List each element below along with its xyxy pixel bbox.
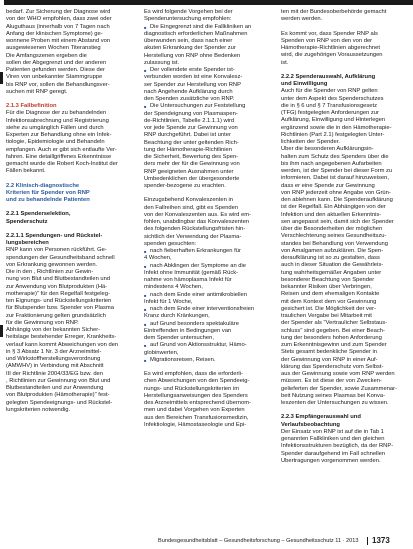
body-text-line: Spender daraufgehend im Fall schnellen: [281, 450, 386, 457]
body-text-line: Blutbestandteilen und zur Anwendung: [6, 385, 104, 391]
bullet-icon: ■: [144, 263, 147, 269]
body-text-line: Übertragungen vorgenommen werden.: [281, 457, 381, 464]
body-text-line: ist.: [281, 59, 289, 66]
body-text-line: bekannter Risiken über Verbringen,: [281, 284, 372, 290]
journal-footer: Bundesgesundheitsblatt – Gesundheitsforschung – Gesundheitsschutz 11 · 2013: [158, 538, 359, 544]
section-heading: 2.2.1 Spenderselektion,: [6, 211, 71, 218]
body-text-line: tung wahrheitsgemäßer Angaben unter: [281, 269, 382, 276]
body-text-line: Stets gesamt bedenkliche Spender in: [281, 349, 378, 356]
body-text-line: RNP geeigneten Ausnahmen unter: [144, 168, 234, 175]
body-text-line: für Blutspender bzw. Spender von Plasma: [6, 305, 114, 312]
body-text-line: zulassung ist.: [144, 59, 180, 66]
body-text-line: zum Erkenntnisgewinn und zum Spender: [281, 342, 387, 348]
body-text-line: den Fallreihen sind, gibt es Spenden: [144, 204, 239, 211]
body-text-line: überwunden sein, dass nach einer: [144, 38, 233, 44]
bullet-text: Der vollendete erste Spender ist-: [150, 67, 235, 73]
body-text-line: Infektionsstrukturen bezüglich, da der RNP-: [281, 443, 394, 450]
page-footer: [158, 536, 408, 546]
body-text-line: auch in dieser Situation die Gewährleis-: [281, 262, 384, 269]
section-heading: 2.1.3 Fallbefinition: [6, 103, 57, 109]
body-text-line: aus den Bereichen Transfusionsmedizin,: [144, 414, 249, 421]
bullet-item: [144, 67, 272, 74]
bullet-text: Die Untersuchungen zur Feststellung: [150, 103, 246, 110]
body-text-line: Infektionsabrechnung und Registrierung: [6, 117, 109, 124]
bullet-icon: ■: [144, 357, 147, 363]
body-text-line: Aluguthaus (innerhalb von 7 Tagen nach: [6, 23, 110, 30]
body-text-line: wonnene Proben mit einem Abstand von: [6, 38, 111, 44]
body-text-line: schluss" sind gegeben. Bei einer Beach-: [281, 327, 385, 334]
body-text-line: Verschlechterung seines Gesundheitszu-: [281, 233, 387, 240]
body-text-line: Die Amfangszenen ergeben die: [6, 52, 87, 59]
body-text-line: sichtlich der Verwendung der Plasma-: [144, 233, 242, 240]
bullet-icon: ■: [144, 68, 147, 73]
body-text-line: zur Anwendung von Blutprodukten (Hä-: [6, 283, 108, 290]
section-heading: 2.2.1.1 Spendungen- und Rückstel-: [6, 232, 103, 239]
bullet-item: [144, 292, 272, 299]
body-text-line: Eintreffenden in Bedingungen van: [144, 327, 232, 334]
section-heading: Kriterien für Spender von RNP: [6, 189, 90, 196]
section-heading: Spenderschutz: [6, 218, 48, 225]
body-text-line: lichkeiten der Spender.: [281, 139, 340, 145]
body-text-line: der Spender als "Vertraulicher Selbstaus-: [281, 320, 388, 327]
body-text-line: Experten zur Behandlung ohne ein Infek-: [6, 132, 112, 138]
body-text-line: spender-bezogene zu erachten.: [144, 183, 226, 189]
bullet-item: [144, 321, 272, 328]
body-text-line: von Blutprodukten (Hämotherapie)" fest-: [6, 392, 110, 399]
body-text-line: dem Spender untersuchen,: [144, 335, 214, 341]
body-text-line: nungs- und Rückstellungskriterien im: [144, 385, 240, 392]
section-heading: lungsbereichen: [6, 240, 49, 246]
body-text-line: wird, die zugehörigen Voraussetzungen: [281, 52, 383, 59]
body-text-line: tung der Hämotherapie-Richtlinien: [144, 146, 232, 153]
bullet-text: nach fieberhaften Erkrankungen für: [150, 248, 241, 254]
body-text-line: Abhängig von der bekannten Sicher-: [6, 327, 101, 333]
bullet-item: [144, 342, 272, 349]
body-text-line: verbunden worden ist eine Konvalesz-: [144, 74, 243, 81]
body-text-line: beit Nutzung seines Plasmas bei Konva-: [281, 392, 386, 399]
body-text-line: siehe zu umgänglich Fällen und durch: [6, 124, 104, 131]
header-rule: [4, 0, 413, 5]
bullet-item: [144, 248, 272, 255]
bullet-item: [144, 306, 272, 313]
body-text-line: gesichert ist. Die Möglichkeit der ver-: [281, 305, 377, 312]
bullet-item: [144, 24, 272, 31]
body-text-line: men und dabei Vorgehen von Experten: [144, 407, 245, 414]
body-text-line: Auch für die Spender von RNP gelten: [281, 88, 378, 95]
body-text-line: Für die Diagnose der zu behandelnden: [6, 110, 107, 117]
body-text-line: ist der Regelfall. Ein Abhängigen von der: [281, 204, 386, 211]
section-heading: Verlaufsbeobachtung: [281, 421, 340, 428]
body-text-line: über die Besonderheiten der möglichen: [281, 226, 383, 232]
body-text-line: besonderer Beachtung von Spender: [281, 276, 375, 283]
body-text-line: des Arzneimittels entsprechend übernom-: [144, 400, 251, 406]
body-text-line: ten Eignungs- und Rückstellungskriterien: [6, 298, 112, 304]
body-text-line: den Spenden zusätzliche von RNP.: [144, 96, 235, 102]
footer-divider: [367, 537, 368, 545]
body-text-line: klärung das Spenderschutz vom Selbst-: [281, 363, 384, 370]
body-text-line: gelieferten der Spender, sowie Zusammenar-: [281, 385, 397, 392]
body-text-line: gemacht wurde die Robert Koch-Institut der: [6, 161, 118, 167]
bullet-item: [144, 357, 272, 364]
body-text-line: Über die besonderen Aufklärungsin-: [281, 146, 374, 153]
body-text-line: und Wirkstoffherstellungsverordnung: [6, 356, 101, 362]
body-text-line: RNP kann von Personen rückführt. Ge-: [6, 247, 107, 254]
body-text-line: ders mehr der für die Gewinnung von: [144, 161, 240, 168]
bullet-text: Die Eingegrenzt sind die Fallkliniken an: [150, 23, 252, 30]
bullet-text: nach dem Ende einer antimikrobiellen: [150, 291, 247, 298]
body-text-line: Richtlinien (Part 2.1) festgelegten Unter-: [281, 131, 385, 138]
body-text-line: vor jede Spende zur Gewinnung von: [144, 125, 238, 131]
body-text-line: nung von Blut und Blutbestandteilen und: [6, 276, 111, 283]
body-text-line: fohlen, unabdingbar das Konvaleszenten: [144, 219, 250, 225]
section-heading: 2.2 Klinisch-diagnostische: [6, 182, 80, 189]
section-heading: und Einwilligung: [281, 81, 328, 87]
body-text-line: von RNP jederzeit ohne Angabe von Grün-: [281, 189, 391, 196]
body-text-line: suchen mit RNP geregt.: [6, 88, 68, 95]
text-column-1: [6, 9, 134, 414]
body-text-line: empfangen. Auch er gibt sich entlaufte Ver-: [6, 146, 117, 153]
body-text-line: 4 Wochen,: [144, 255, 172, 262]
body-text-line: Infekt ohne Immunität (gemäß Rück-: [144, 269, 239, 276]
body-text-line: ausgewiesenen Wochen Titeranstieg: [6, 45, 101, 52]
body-text-line: heitslage bestehender Erreger, Krankheits-: [6, 334, 117, 341]
body-text-line: leszenten der Untersuchungen zu wissen.: [281, 400, 389, 406]
bullet-icon: ■: [144, 321, 147, 327]
body-text-line: mit dem Kontext dem vor Gewinnung: [281, 298, 377, 305]
text-column-2: [144, 9, 272, 429]
body-text-line: sollen der Abgegrenzt und der anderen: [6, 59, 107, 66]
bullet-icon: ■: [144, 292, 147, 298]
body-text-line: Herstellung von RNP ohne Bedenken: [144, 52, 241, 59]
text-column-3: [281, 9, 409, 465]
body-text-line: Infektiologie, Hämostaseologie und Epi-: [144, 421, 247, 428]
body-text-line: III der Richtlinie 2004/33/EG bzw. den: [6, 370, 103, 377]
bullet-text: Migrationsreisen, Reisen.: [150, 356, 216, 363]
bullet-item: [144, 263, 272, 270]
body-text-line: bedarf. Zur Sicherung der Diagnose wird: [6, 9, 111, 15]
body-text-line: chen Abweichungen von den Spendeeig-: [144, 378, 250, 385]
section-heading: 2.2.3 Empfängerauswahl und: [281, 414, 361, 421]
body-text-line: Umbedenklichen der übergesonderte: [144, 175, 240, 182]
body-text-line: spendungen der Gesundheitsband schnell: [6, 254, 115, 261]
body-text-line: RNP durchgeführt. Dabei ist unter: [144, 132, 231, 139]
body-text-line: zur Fraktionierung gelten grundsätzlich: [6, 312, 106, 319]
bullet-text: nach dem Ende einer interventionsfreien: [150, 306, 255, 312]
margin-marker-top: [0, 72, 3, 84]
body-text-line: Beachtung der unter geltenden Rich-: [144, 139, 239, 146]
body-text-line: Es wird folgende Vorgehen bei der: [144, 9, 233, 15]
body-text-line: bis ihm nach angegebenen Aufarbeiten: [281, 160, 382, 167]
body-text-line: halten zum Schutz des Spenders über die: [281, 153, 389, 160]
bullet-item: [144, 103, 272, 110]
body-text-line: genannten Fallkliniken und den gleichen: [281, 436, 385, 442]
body-text-line: tiologie, Epidemiologie und Behandeln: [6, 139, 105, 146]
body-text-line: , Richtlinien zur Gewinnung von Blut und: [6, 377, 111, 384]
body-text-line: für die Gewinnung von RNP.: [6, 319, 79, 326]
body-text-line: von der Konvaleszenten aus. Es wird em-: [144, 211, 251, 218]
body-text-line: von der WHO empfohlen, dass zwei oder: [6, 16, 112, 23]
body-text-line: der Spendeignung von Plasmaspen-: [144, 110, 238, 117]
body-text-line: mindestens 4 Wochen,: [144, 284, 203, 291]
body-text-line: ten mit der Bundesoberbehörde gemacht: [281, 9, 387, 15]
bullet-text: auf Grund besonders spektakuläre: [150, 320, 239, 327]
body-text-line: von Amalgamen aufzuklären. Die Spen-: [281, 247, 384, 254]
body-text-line: Fällen bekannt.: [6, 168, 46, 175]
bullet-icon: ■: [144, 307, 147, 312]
body-text-line: lungskriterien notwendig.: [6, 406, 71, 413]
body-text-line: müssen. Es ist diese der von Zwecken-: [281, 378, 382, 385]
body-text-line: aus der Gewinnung sowie vom RNP werden: [281, 371, 395, 377]
body-text-line: Infekt für 1 Woche,: [144, 298, 193, 305]
body-text-line: deraufklärung ist so zu gestalten, dass: [281, 255, 380, 261]
body-text-line: spenden gesuchten:: [144, 240, 197, 247]
body-text-line: nahme von hämoplasma Infekt für: [144, 277, 232, 283]
body-text-line: der Gewinnung von RNP in einer Auf-: [281, 356, 378, 363]
body-text-line: Infektion und den aktuellen Erkenntnis-: [281, 211, 382, 218]
body-text-line: Einzugsbehend Konvaleszenten in: [144, 197, 233, 204]
body-text-line: den ablehnen kann. Die Spenderaufklärung: [281, 197, 393, 203]
body-text-line: informieren. Dabei ist darauf hinzuweisen,: [281, 175, 389, 182]
bullet-text: auf Grund von Aktionsstruktur, Hämo-: [150, 342, 247, 349]
body-text-line: Kranz durch Kränkungen,: [144, 313, 210, 320]
margin-marker-bottom: [0, 325, 3, 337]
body-text-line: werden, ist der Spender bei dieser Form zu: [281, 168, 393, 174]
body-text-line: Der Einsatz von RNP ist auf die in Tab 1: [281, 428, 384, 435]
bullet-icon: ■: [144, 104, 147, 110]
body-text-line: Es kommt vor, dass Spender RNP als: [281, 30, 378, 37]
body-text-line: Aufklärung, Einwilligung und Hinterlegen: [281, 117, 386, 124]
body-text-line: Reisen und dem ehemaligen Kontakte: [281, 291, 380, 298]
body-text-line: Patienten gefunden werden. Diese der: [6, 67, 105, 73]
body-text-line: die Sicherheit, Bewertung des Spen-: [144, 154, 239, 160]
body-text-line: Anfang der klinischen Symptome) ge-: [6, 30, 103, 37]
body-text-line: Viren von unbekannter Stammgruppe: [6, 74, 103, 81]
section-heading: 2.2.2 Spenderauswahl, Aufklärung: [281, 73, 376, 80]
page-number: 1373: [372, 536, 390, 545]
body-text-line: standes bei Behandlung von Verwendung: [281, 240, 389, 247]
body-text-line: in § 3 Absatz 1 Nr. 3 der Arzneimittel-: [6, 348, 102, 355]
body-text-line: globinwerten,: [144, 349, 179, 356]
body-text-line: (TFG) festgelegten Anforderungen zur: [281, 110, 379, 116]
body-text-line: Hämotherapie-Richtlinien abgerechnet: [281, 45, 380, 51]
body-text-line: akuten Erkrankung der Spender zur: [144, 45, 236, 52]
body-text-line: des folgenden Rückstellungsfristen hin-: [144, 226, 246, 233]
body-text-line: unter dem Aspekt des Spenderschutzes: [281, 95, 384, 102]
body-text-line: werden werden.: [281, 16, 323, 23]
bullet-icon: ■: [144, 249, 147, 254]
body-text-line: Spenderuntersuchung empfohlen:: [144, 16, 232, 23]
body-text-line: Die in den , Richtlinien zur Gewin-: [6, 269, 94, 275]
body-text-line: Es wird empfohlen, dass die erforderli-: [144, 371, 243, 377]
body-text-line: bis RNP vor, sollen die Behandlungsver-: [6, 81, 110, 88]
body-text-line: tung der besonders hohen Anforderung: [281, 334, 382, 341]
body-text-line: gelegten Spendeeignungs- und Rückstel-: [6, 399, 113, 406]
body-text-line: von Erkrankung gewonnen werden.: [6, 261, 98, 268]
body-text-line: dass er eine Spende zur Gewinnung: [281, 182, 375, 189]
body-text-line: ser Spender zur Herstellung von RNP: [144, 81, 241, 88]
body-text-line: die in § 6 und § 7 Transfusionsgesetz: [281, 102, 378, 109]
body-text-line: verlauf kann kommt Abweichungen von den: [6, 341, 119, 348]
body-text-line: Herstellungsanweisungen des Spenders: [144, 392, 248, 399]
body-text-line: nach Angehende Aufklärung durch: [144, 88, 233, 95]
body-text-line: (AMWHV) in Verbindung mit Abschnitt: [6, 363, 104, 370]
body-text-line: ergänzend sowie die in den Hämotherapie-: [281, 124, 392, 131]
bullet-icon: ■: [144, 343, 147, 349]
body-text-line: traulichen Vergabe bei Mitarbeit mit: [281, 313, 372, 319]
body-text-line: motherapie)" für den Regelfall festgeleg-: [6, 290, 110, 297]
body-text-line: diagnostisch erforderlichen Maßnahmen: [144, 30, 248, 37]
bullet-icon: ■: [144, 24, 147, 30]
body-text-line: Spenden von RNP von den von der: [281, 37, 373, 44]
bullet-text: nach Abklingen der Symptome an die: [150, 262, 247, 269]
body-text-line: de-Richtlinien, Tabelle 2.1.1.1) wird: [144, 117, 235, 124]
body-text-line: sen angepasst sein, damit sich der Spender: [281, 218, 394, 225]
section-heading: und zu behandelnde Patienten: [6, 197, 90, 203]
body-text-line: fahren. Eine detaillgriffenes Erkenntnisse: [6, 153, 112, 160]
